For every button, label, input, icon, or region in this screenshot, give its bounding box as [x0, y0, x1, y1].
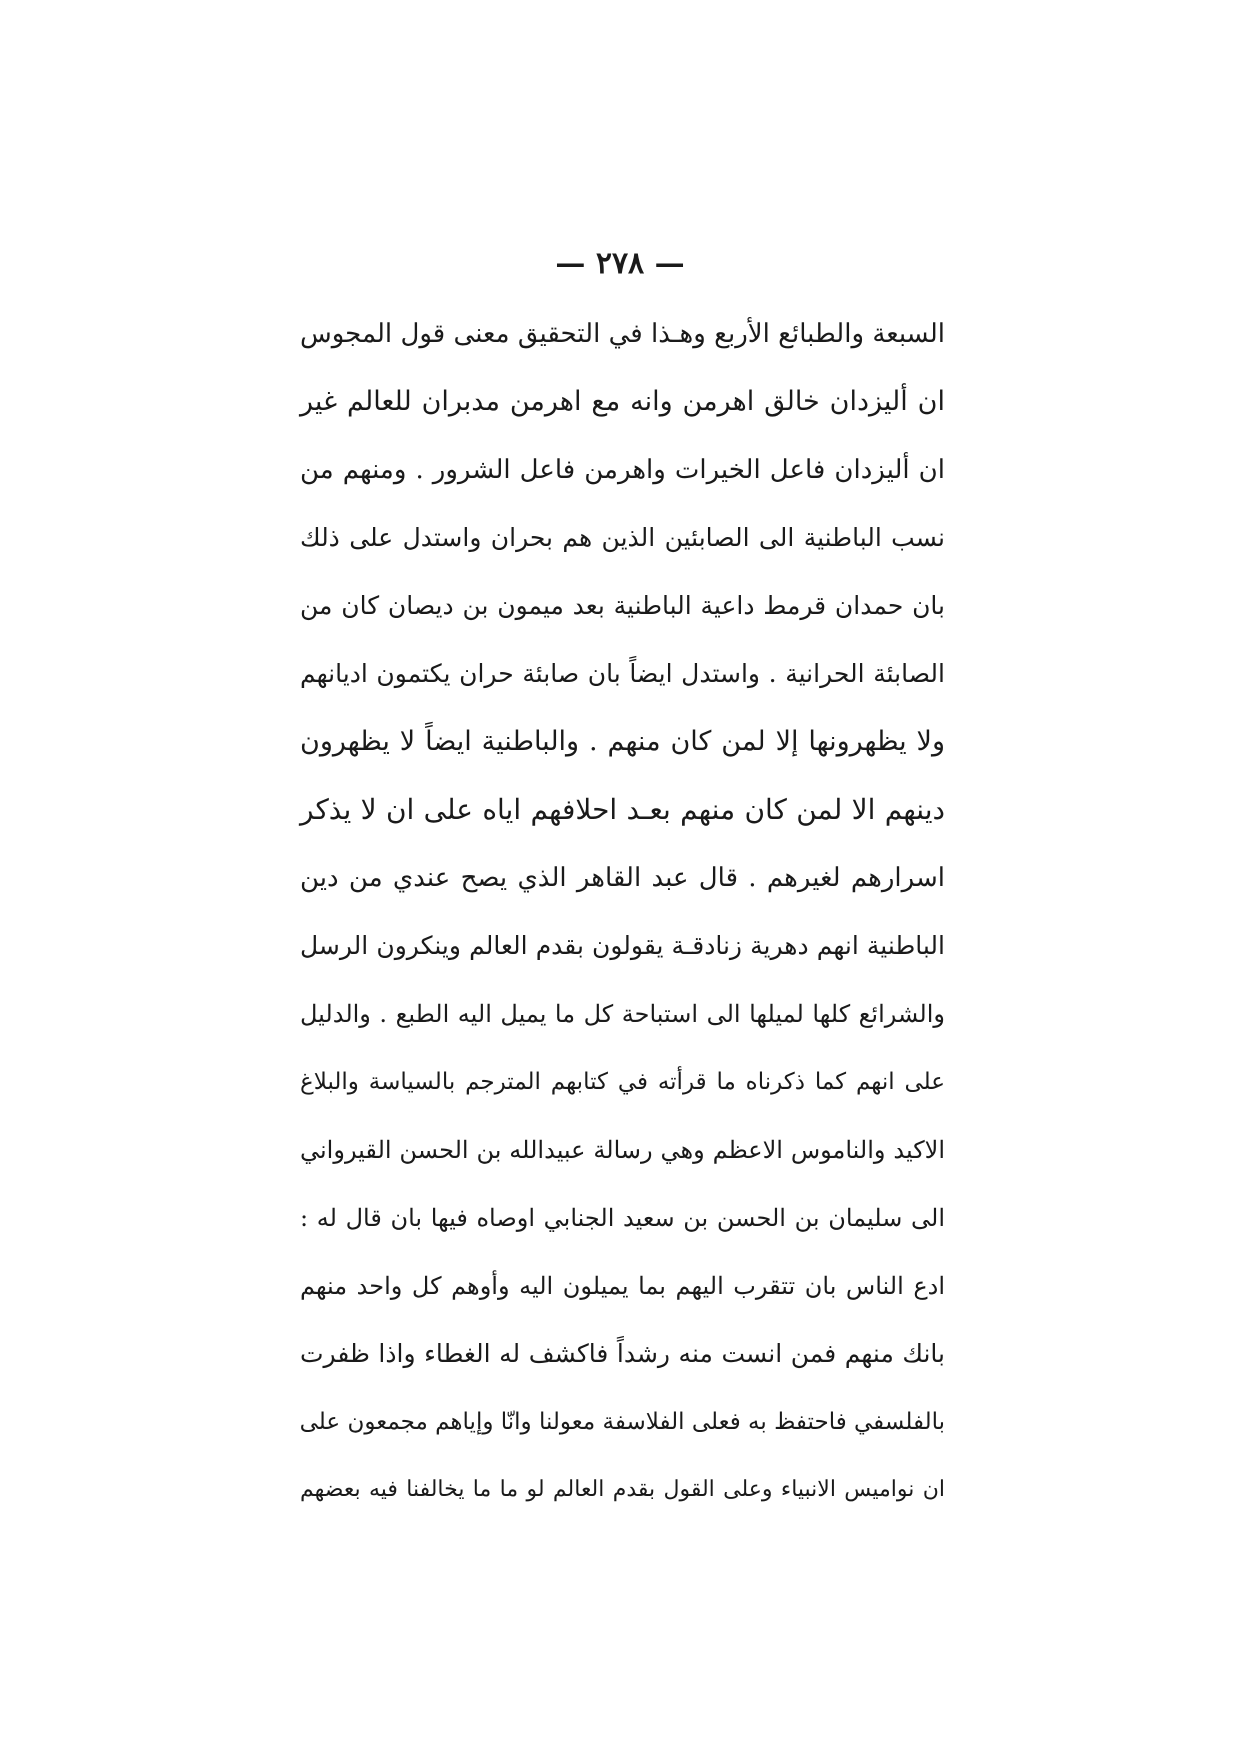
text-line: ان أليزدان خالق اهرمن وانه مع اهرمن مدبران للعالم غير — [300, 386, 945, 417]
text-line: بانك منهم فمن انست منه رشداً فاكشف له الغطاء واذا ظفرت — [300, 1339, 945, 1368]
text-line: الصابئة الحرانية . واستدل ايضاً بان صابئة حران يكتمون اديانهم — [300, 659, 945, 688]
text-line: على انهم كما ذكرناه ما قرأته في كتابهم المترجم بالسياسة والبلاغ — [300, 1069, 945, 1095]
text-line: نسب الباطنية الى الصابئين الذين هم بحران واستدل على ذلك — [300, 523, 945, 552]
text-line: بالفلسفي فاحتفظ به فعلى الفلاسفة معولنا وانّا وإياهم مجمعون على — [299, 1409, 945, 1435]
body-text — [300, 300, 945, 1524]
text-line: الاكيد والناموس الاعظم وهي رسالة عبيدالله بن الحسن القيرواني — [300, 1136, 945, 1164]
text-line: السبعة والطبائع الأربع وهـذا في التحقيق معنى قول المجوس — [300, 319, 945, 349]
text-line: اسرارهم لغيرهم . قال عبد القاهر الذي يصح عندي من دين — [300, 863, 945, 893]
text-line: ادع الناس بان تتقرب اليهم بما يميلون اليه وأوهم كل واحد منهم — [300, 1272, 945, 1300]
text-line: ان نواميس الانبياء وعلى القول بقدم العالم لو ما ما يخالفنا فيه بعضهم — [300, 1477, 945, 1502]
text-line: الباطنية انهم دهرية زنادقـة يقولون بقدم العالم وينكرون الرسل — [300, 931, 945, 960]
text-line: الى سليمان بن الحسن بن سعيد الجنابي اوصاه فيها بان قال له : — [300, 1204, 945, 1232]
page-number: — ٢٧٨ — — [555, 246, 685, 281]
text-line: ولا يظهرونها إلا لمن كان منهم . والباطنية ايضاً لا يظهرون — [300, 726, 945, 757]
text-line: بان حمدان قرمط داعية الباطنية بعد ميمون بن ديصان كان من — [300, 591, 945, 620]
text-line: ان أليزدان فاعل الخيرات واهرمن فاعل الشرور . ومنهم من — [300, 455, 945, 485]
text-line: والشرائع كلها لميلها الى استباحة كل ما يميل اليه الطبع . والدليل — [300, 1000, 945, 1028]
text-line: دينهم الا لمن كان منهم بعـد احلافهم اياه على ان لا يذكر — [300, 793, 945, 826]
